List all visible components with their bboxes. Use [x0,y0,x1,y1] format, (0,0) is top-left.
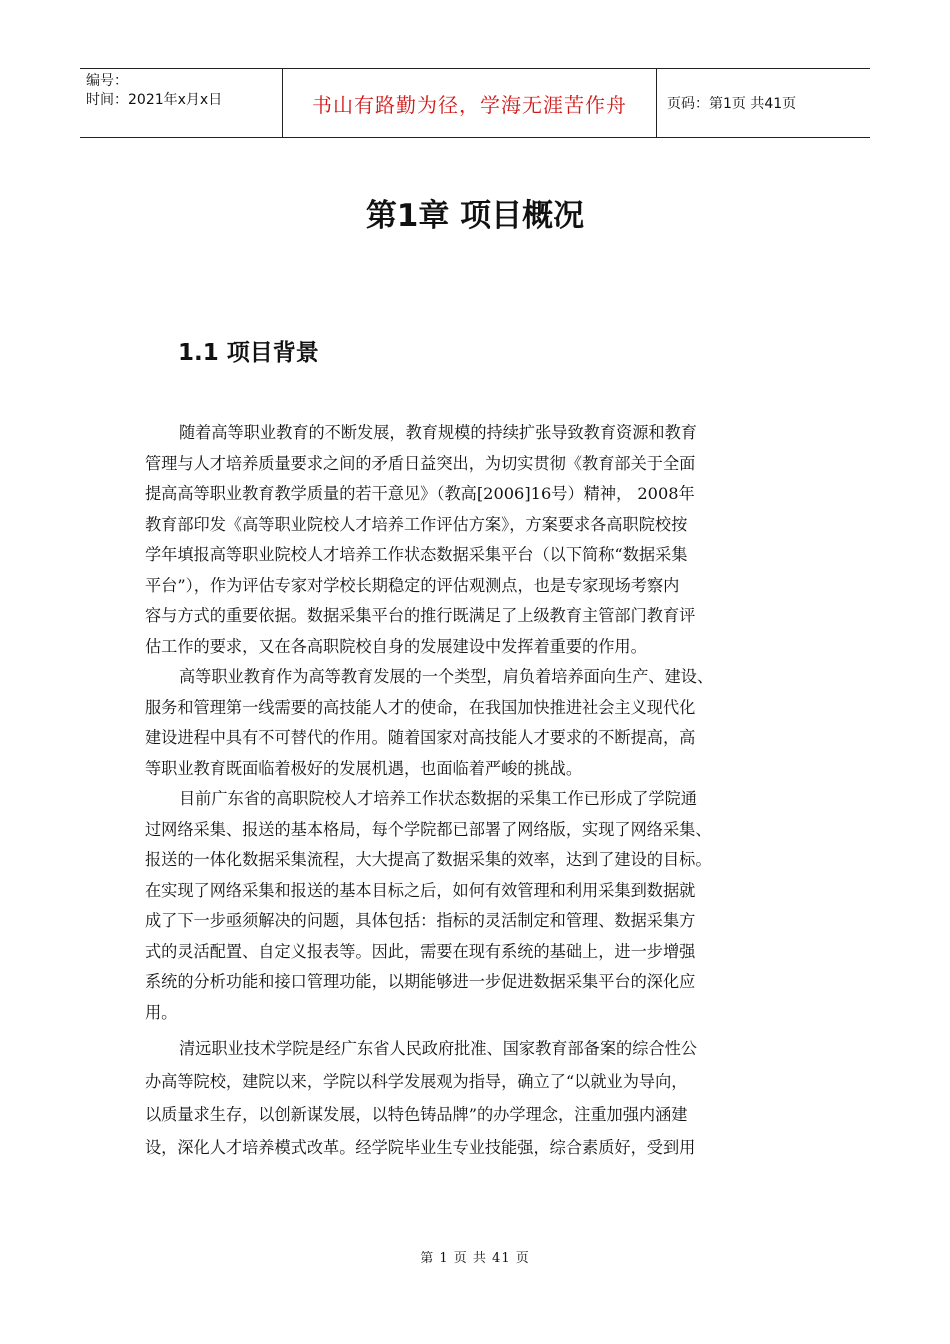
text-line: 学年填报高等职业院校人才培养工作状态数据采集平台（以下简称“数据采集 [145,545,688,564]
text-line: 报送的一体化数据采集流程，大大提高了数据采集的效率，达到了建设的目标。 [145,850,712,869]
text-line: 建设进程中具有不可替代的作用。随着国家对高技能人才要求的不断提高，高 [145,728,696,747]
header-motto-cell [283,69,657,137]
text-line: 设，深化人才培养模式改革。经学院毕业生专业技能强，综合素质好，受到用 [145,1138,696,1157]
text-line: 高等职业教育作为高等教育发展的一个类型，肩负着培养面向生产、建设、 [179,667,714,686]
text-line: 目前广东省的高职院校人才培养工作状态数据的采集工作已形成了学院通 [179,789,697,808]
text-line: 随着高等职业教育的不断发展，教育规模的持续扩张导致教育资源和教育 [179,423,697,442]
text-line: 估工作的要求，又在各高职院校自身的发展建设中发挥着重要的作用。 [145,636,647,656]
text-line: 容与方式的重要依据。数据采集平台的推行既满足了上级教育主管部门教育评 [145,606,696,625]
chapter-title: 第1章 项目概况 [365,198,585,234]
paragraph-2 [145,662,807,784]
text-line: 以质量求生存，以创新谋发展，以特色铸品牌”的办学理念，注重加强内涵建 [145,1105,688,1124]
text-line: 管理与人才培养质量要求之间的矛盾日益突出，为切实贯彻《教育部关于全面 [145,453,696,473]
text-line: 成了下一步亟须解决的问题，具体包括：指标的灵活制定和管理、数据采集方 [145,911,696,930]
text-line: 清远职业技术学院是经广东省人民政府批准、国家教育部备案的综合性公 [179,1039,697,1058]
page-header-table [80,68,870,138]
text-line: 提高高等职业教育教学质量的若干意见》（教高[2006]16号）精神， 2008年 [145,484,695,503]
text-line: 在实现了网络采集和报送的基本目标之后，如何有效管理和利用采集到数据就 [145,880,696,900]
header-page-label: 页码：第1页 共41页 [667,96,797,112]
text-line: 系统的分析功能和接口管理功能，以期能够进一步促进数据采集平台的深化应 [145,972,696,991]
text-line: 办高等院校，建院以来，学院以科学发展观为指导，确立了“以就业为导向， [145,1072,688,1091]
paragraph-3 [145,784,807,1028]
text-line: 式的灵活配置、自定义报表等。因此，需要在现有系统的基础上，进一步增强 [145,941,696,961]
text-line: 教育部印发《高等职业院校人才培养工作评估方案》，方案要求各高职院校按 [145,514,688,534]
text-line: 服务和管理第一线需要的高技能人才的使命，在我国加快推进社会主义现代化 [145,697,696,717]
header-number-label: 编号： [86,73,128,89]
paragraph-4 [145,1032,807,1164]
paragraph-1 [145,418,807,662]
section-title: 1.1 项目背景 [178,340,319,366]
header-motto: 书山有路勤为径，学海无涯苦作舟 [312,92,627,117]
header-time-label: 时间：2021年x月x日 [86,92,223,108]
text-line: 过网络采集、报送的基本格局，每个学院都已部署了网络版，实现了网络采集、 [145,819,712,839]
body-text [145,418,807,1164]
header-page-cell [657,69,870,137]
header-meta-cell [80,69,283,137]
text-line: 等职业教育既面临着极好的发展机遇，也面临着严峻的挑战。 [145,758,583,778]
page-footer: 第 1 页 共 41 页 [420,1251,530,1266]
text-line: 用。 [145,1002,178,1022]
text-line: 平台”），作为评估专家对学校长期稳定的评估观测点，也是专家现场考察内 [145,575,680,595]
